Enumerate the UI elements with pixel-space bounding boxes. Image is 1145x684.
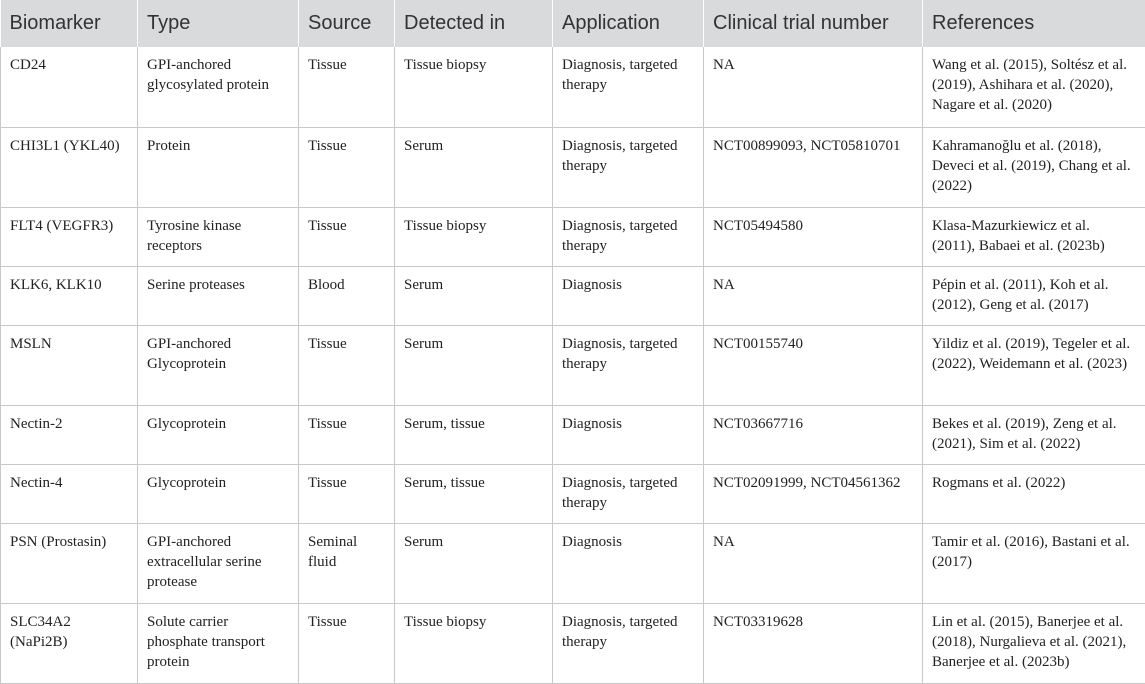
cell-source: Seminal fluid — [299, 523, 395, 603]
cell-clinical-trial-number: NCT00899093, NCT05810701 — [704, 127, 923, 207]
header-detected-in: Detected in — [395, 0, 553, 47]
cell-source: Tissue — [299, 207, 395, 266]
cell-clinical-trial-number: NA — [704, 47, 923, 127]
cell-application: Diagnosis, targeted therapy — [553, 603, 704, 683]
cell-clinical-trial-number: NCT03667716 — [704, 405, 923, 464]
cell-references: Yildiz et al. (2019), Tegeler et al. (2022), Weidemann et al. (2023) — [923, 325, 1145, 405]
cell-source: Tissue — [299, 603, 395, 683]
header-type: Type — [138, 0, 299, 47]
cell-biomarker: SLC34A2 (NaPi2B) — [1, 603, 138, 683]
cell-detected-in: Tissue biopsy — [395, 47, 553, 127]
cell-clinical-trial-number: NCT05494580 — [704, 207, 923, 266]
header-row — [1, 0, 1145, 47]
cell-clinical-trial-number: NCT02091999, NCT04561362 — [704, 464, 923, 523]
cell-application: Diagnosis, targeted therapy — [553, 325, 704, 405]
table-row — [1, 464, 1145, 523]
cell-biomarker: Nectin-4 — [1, 464, 138, 523]
cell-detected-in: Tissue biopsy — [395, 207, 553, 266]
cell-detected-in: Tissue biopsy — [395, 603, 553, 683]
cell-references: Rogmans et al. (2022) — [923, 464, 1145, 523]
cell-type: Glycoprotein — [138, 405, 299, 464]
header-source: Source — [299, 0, 395, 47]
cell-type: GPI-anchored extracellular serine protease — [138, 523, 299, 603]
cell-biomarker: KLK6, KLK10 — [1, 266, 138, 325]
cell-clinical-trial-number: NA — [704, 266, 923, 325]
cell-type: Tyrosine kinase receptors — [138, 207, 299, 266]
header-biomarker: Biomarker — [1, 0, 138, 47]
header-application: Application — [553, 0, 704, 47]
table-row — [1, 523, 1145, 603]
cell-application: Diagnosis, targeted therapy — [553, 127, 704, 207]
cell-detected-in: Serum — [395, 127, 553, 207]
cell-source: Tissue — [299, 405, 395, 464]
cell-clinical-trial-number: NA — [704, 523, 923, 603]
table-row — [1, 405, 1145, 464]
table-row — [1, 325, 1145, 405]
cell-application: Diagnosis, targeted therapy — [553, 207, 704, 266]
cell-references: Kahramanoğlu et al. (2018), Deveci et al. (2019), Chang et al. (2022) — [923, 127, 1145, 207]
cell-source: Tissue — [299, 325, 395, 405]
cell-application: Diagnosis — [553, 405, 704, 464]
cell-biomarker: CD24 — [1, 47, 138, 127]
cell-references: Pépin et al. (2011), Koh et al. (2012), Geng et al. (2017) — [923, 266, 1145, 325]
cell-application: Diagnosis — [553, 266, 704, 325]
cell-detected-in: Serum, tissue — [395, 464, 553, 523]
cell-type: GPI-anchored Glycoprotein — [138, 325, 299, 405]
cell-biomarker: MSLN — [1, 325, 138, 405]
cell-application: Diagnosis, targeted therapy — [553, 47, 704, 127]
cell-references: Bekes et al. (2019), Zeng et al. (2021), Sim et al. (2022) — [923, 405, 1145, 464]
cell-biomarker: PSN (Prostasin) — [1, 523, 138, 603]
cell-biomarker: FLT4 (VEGFR3) — [1, 207, 138, 266]
cell-biomarker: CHI3L1 (YKL40) — [1, 127, 138, 207]
cell-source: Tissue — [299, 127, 395, 207]
table-body — [1, 47, 1145, 683]
cell-application: Diagnosis — [553, 523, 704, 603]
cell-type: Protein — [138, 127, 299, 207]
header-clinical-trial-number: Clinical trial number — [704, 0, 923, 47]
cell-references: Lin et al. (2015), Banerjee et al. (2018), Nurgalieva et al. (2021), Banerjee et al. (2023b) — [923, 603, 1145, 683]
cell-application: Diagnosis, targeted therapy — [553, 464, 704, 523]
table-row — [1, 47, 1145, 127]
cell-references: Tamir et al. (2016), Bastani et al. (2017) — [923, 523, 1145, 603]
cell-type: Serine proteases — [138, 266, 299, 325]
cell-detected-in: Serum — [395, 325, 553, 405]
cell-clinical-trial-number: NCT00155740 — [704, 325, 923, 405]
cell-source: Blood — [299, 266, 395, 325]
cell-references: Wang et al. (2015), Soltész et al. (2019), Ashihara et al. (2020), Nagare et al. (2020) — [923, 47, 1145, 127]
cell-clinical-trial-number: NCT03319628 — [704, 603, 923, 683]
cell-source: Tissue — [299, 47, 395, 127]
header-references: References — [923, 0, 1145, 47]
cell-detected-in: Serum — [395, 523, 553, 603]
cell-source: Tissue — [299, 464, 395, 523]
table-row — [1, 266, 1145, 325]
cell-detected-in: Serum, tissue — [395, 405, 553, 464]
cell-type: Solute carrier phosphate transport protein — [138, 603, 299, 683]
cell-type: Glycoprotein — [138, 464, 299, 523]
cell-biomarker: Nectin-2 — [1, 405, 138, 464]
table-header — [1, 0, 1145, 47]
cell-type: GPI-anchored glycosylated protein — [138, 47, 299, 127]
cell-references: Klasa-Mazurkiewicz et al. (2011), Babaei et al. (2023b) — [923, 207, 1145, 266]
cell-detected-in: Serum — [395, 266, 553, 325]
table-row — [1, 127, 1145, 207]
table-row — [1, 603, 1145, 683]
table-row — [1, 207, 1145, 266]
